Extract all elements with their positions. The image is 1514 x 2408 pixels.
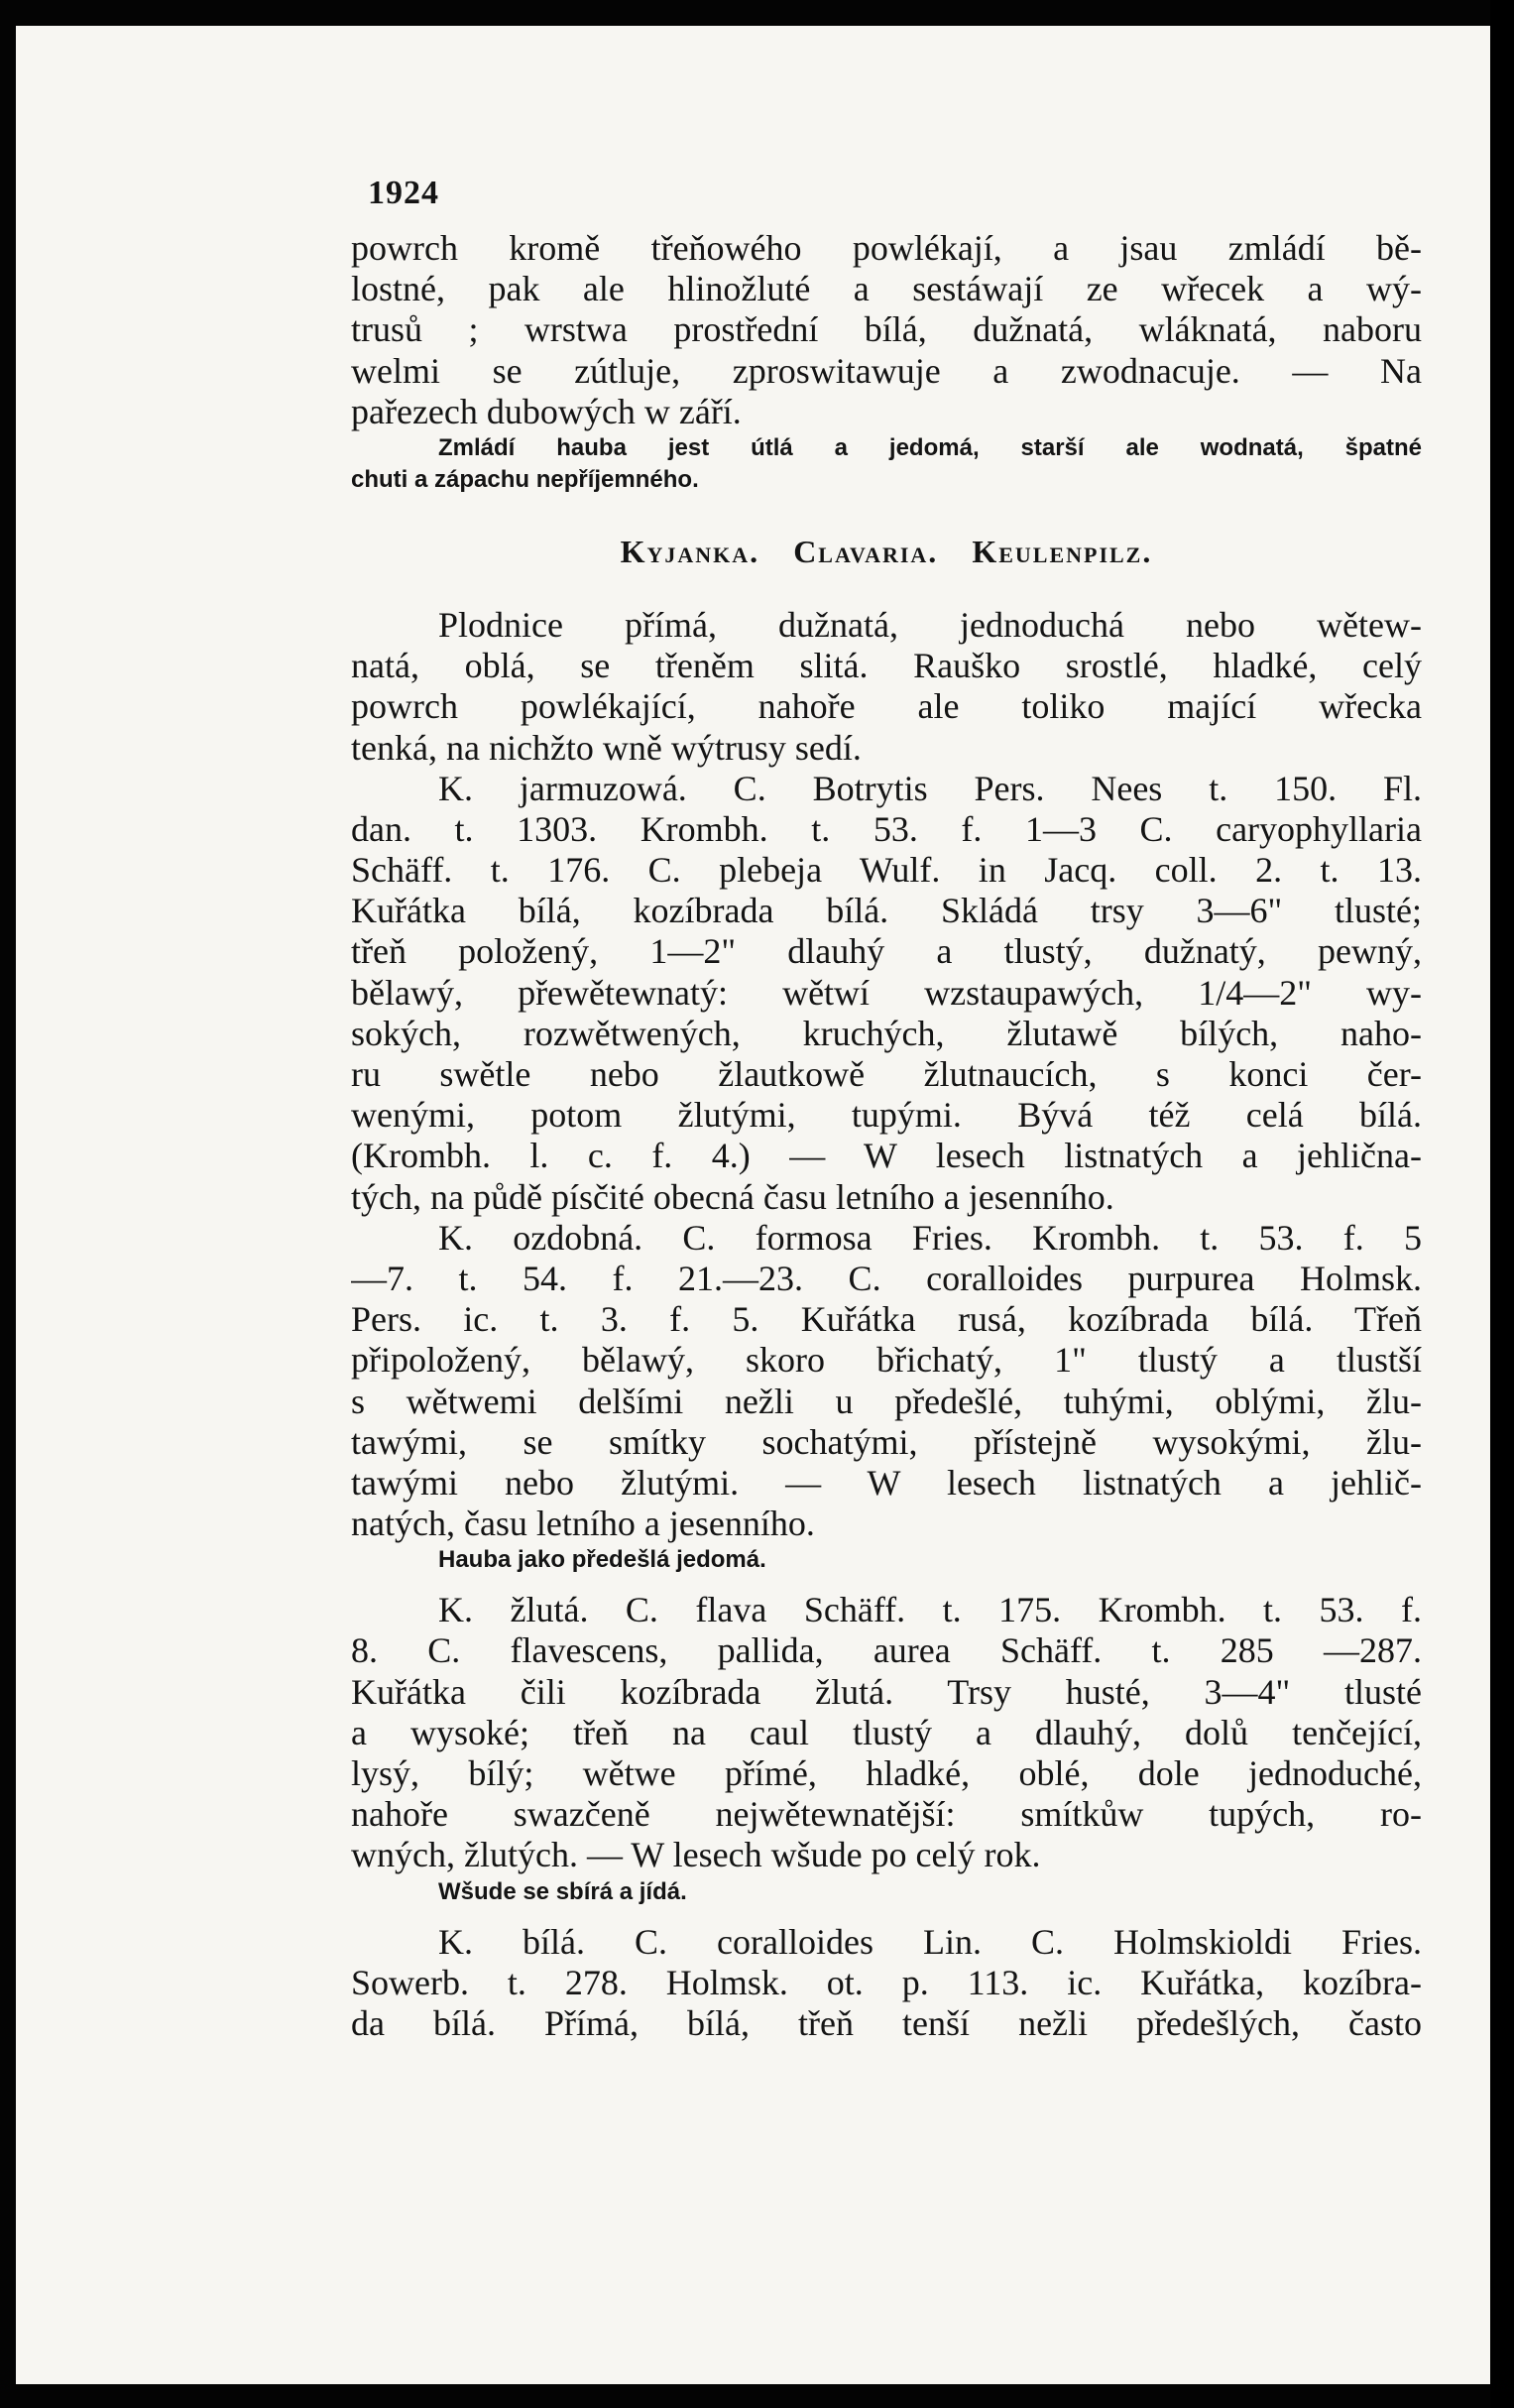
note-line: Zmládí hauba jest útlá a jedomá, starší ale wodnatá, špatné [438,433,1422,461]
text-line: Plodnice přímá, dužnatá, jednoduchá nebo wětew- [438,604,1422,645]
text-line: sokých, rozwětwených, kruchých, žlutawě bílých, naho- [351,1013,1422,1053]
text-line: Pers. ic. t. 3. f. 5. Kuřátka rusá, kozíbrada bílá. Třeň [351,1299,1422,1340]
text-line: powrch kromě třeňowého powlékají, a jsau zmládí bě- [351,228,1422,268]
note-line: Wšude se sbírá a jídá. [438,1877,687,1905]
text-line: wných, žlutých. — W lesech wšude po celý rok. [351,1835,1041,1875]
page-number: 1924 [368,175,439,211]
heading-german: Keulenpilz. [972,533,1153,569]
text-line: dan. t. 1303. Krombh. t. 53. f. 1—3 C. caryophyllaria [351,808,1422,849]
heading-czech: Kyjanka. [620,533,760,569]
page-text-block [351,228,1422,2044]
text-line: wenými, potom žlutými, tupými. Bývá též celá bílá. [351,1095,1422,1136]
text-line: powrch powlékající, nahoře ale toliko mající wřecka [351,686,1422,727]
text-line: lostné, pak ale hlinožluté a sestáwají ze wřecek a wý- [351,269,1422,309]
text-line: a wysoké; třeň na caul tlustý a dlauhý, dolů tenčející, [351,1712,1422,1752]
text-line: natá, oblá, se třeněm slitá. Rauško srostlé, hladké, celý [351,646,1422,686]
note-line: chuti a zápachu nepříjemného. [351,465,699,493]
text-line: ru swětle nebo žlautkowě žlutnaucích, s konci čer- [351,1054,1422,1094]
text-line: tawými nebo žlutými. — W lesech listnatých a jehlič- [351,1462,1422,1503]
text-line: Kuřátka bílá, kozíbrada bílá. Skládá trsy 3—6" tlusté; [351,891,1422,931]
text-line: da bílá. Přímá, bílá, třeň tenší nežli předešlých, často [351,2002,1422,2043]
text-line: pařezech dubowých w září. [351,391,742,431]
entry-jarmuzowa: K. jarmuzowá. C. Botrytis Pers. Nees t. 150. Fl. [438,768,1422,808]
text-line: s wětwemi delšími nežli u předešlé, tuhými, oblými, žlu- [351,1381,1422,1421]
text-line: tawými, se smítky sochatými, přístejně wysokými, žlu- [351,1421,1422,1462]
entry-bila: K. bílá. C. coralloides Lin. C. Holmskioldi Fries. [438,1921,1422,1962]
scan-border-right [1490,0,1514,2408]
text-line: nahoře swazčeně nejwětewnatější: smítkůw tupých, ro- [351,1794,1422,1835]
text-line: Schäff. t. 176. C. plebeja Wulf. in Jacq. coll. 2. t. 13. [351,850,1422,891]
text-line: natých, času letního a jesenního. [351,1504,815,1544]
spacer [351,1908,1422,1922]
entry-zluta: K. žlutá. C. flava Schäff. t. 175. Krombh. t. 53. f. [438,1590,1422,1630]
text-line: Sowerb. t. 278. Holmsk. ot. p. 113. ic. Kuřátka, kozíbra- [351,1962,1422,2002]
note-line: Hauba jako předešlá jedomá. [438,1546,766,1574]
section-heading [351,522,1422,581]
text-line: lysý, bílý; wětwe přímé, hladké, oblé, dole jednoduché, [351,1753,1422,1793]
text-line: —7. t. 54. f. 21.—23. C. coralloides purpurea Holmsk. [351,1258,1422,1298]
text-line: třeň položený, 1—2" dlauhý a tlustý, dužnatý, pewný, [351,931,1422,972]
heading-latin: Clavaria. [793,533,939,569]
text-line: trusů ; wrstwa prostřední bílá, dužnatá, wláknatá, naboru [351,309,1422,350]
text-line: Kuřátka čili kozíbrada žlutá. Trsy husté, 3—4" tlusté [351,1671,1422,1712]
text-line: připoložený, bělawý, skoro břichatý, 1" tlustý a tlustší [351,1340,1422,1381]
spacer [351,1576,1422,1590]
text-line: tenká, na nichžto wně wýtrusy sedí. [351,727,862,768]
entry-ozdobna: K. ozdobná. C. formosa Fries. Krombh. t. 53. f. 5 [438,1217,1422,1258]
text-line: 8. C. flavescens, pallida, aurea Schäff. t. 285 —287. [351,1630,1422,1671]
text-line: bělawý, přewětewnatý: wětwí wzstaupawých, 1/4—2" wy- [351,972,1422,1013]
text-line: (Krombh. l. c. f. 4.) — W lesech listnatých a jehlična- [351,1136,1422,1176]
text-line: welmi se zútluje, zproswitawuje a zwodnacuje. — Na [351,350,1422,391]
text-line: tých, na půdě písčité obecná času letního a jesenního. [351,1176,1114,1217]
